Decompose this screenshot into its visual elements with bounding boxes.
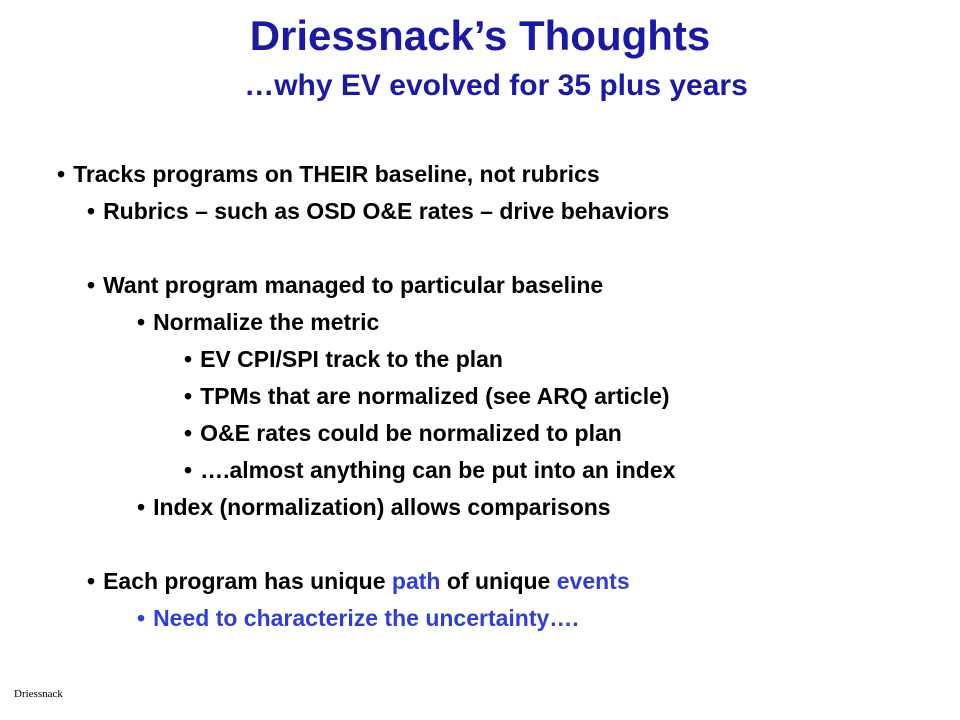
- bullet-text: Normalize the metric: [153, 309, 380, 335]
- bullet-text: ….almost anything can be put into an index: [200, 457, 676, 483]
- bullet-index-normalization: [0, 489, 960, 526]
- spacer: [0, 526, 960, 563]
- bullet-dot-icon: •: [137, 309, 146, 335]
- bullet-rubrics: [0, 193, 960, 230]
- bullet-dot-icon: •: [184, 383, 193, 409]
- bullet-dot-icon: •: [184, 346, 193, 372]
- bullet-dot-icon: •: [137, 494, 146, 520]
- bullet-text-part: Each program has unique: [103, 568, 392, 594]
- bullet-dot-icon: •: [184, 457, 193, 483]
- bullet-dot-icon: •: [184, 420, 193, 446]
- bullet-text: Want program managed to particular baseline: [103, 272, 604, 298]
- bullet-dot-icon: •: [87, 272, 96, 298]
- bullet-tpms: [0, 378, 960, 415]
- footer-author: Driessnack: [14, 688, 63, 700]
- bullet-text: EV CPI/SPI track to the plan: [200, 346, 503, 372]
- bullet-text: Index (normalization) allows comparisons: [153, 494, 611, 520]
- highlight-path: path: [391, 568, 441, 594]
- slide-subtitle: …why EV evolved for 35 plus years: [244, 69, 748, 102]
- bullet-text: Need to characterize the uncertainty….: [153, 605, 579, 631]
- bullet-dot-icon: •: [87, 198, 96, 224]
- bullet-text: Rubrics – such as OSD O&E rates – drive behaviors: [103, 198, 670, 224]
- bullet-dot-icon: •: [87, 568, 96, 594]
- bullet-text: Tracks programs on THEIR baseline, not rubrics: [73, 161, 600, 187]
- slide-title: Driessnack’s Thoughts: [249, 12, 711, 59]
- bullet-list: [0, 156, 960, 637]
- bullet-each-program: [0, 563, 960, 600]
- bullet-text: TPMs that are normalized (see ARQ article): [200, 383, 670, 409]
- bullet-normalize-metric: [0, 304, 960, 341]
- bullet-ev-cpi-spi: [0, 341, 960, 378]
- bullet-dot-icon: •: [57, 161, 66, 187]
- spacer: [0, 230, 960, 267]
- bullet-want-program: [0, 267, 960, 304]
- bullet-characterize-uncertainty: [0, 600, 960, 637]
- bullet-dot-icon: •: [137, 605, 146, 631]
- bullet-almost-anything: [0, 452, 960, 489]
- bullet-oe-rates: [0, 415, 960, 452]
- bullet-text: O&E rates could be normalized to plan: [200, 420, 622, 446]
- bullet-text-part: of unique: [440, 568, 557, 594]
- bullet-tracks-programs: [0, 156, 960, 193]
- highlight-events: events: [556, 568, 630, 594]
